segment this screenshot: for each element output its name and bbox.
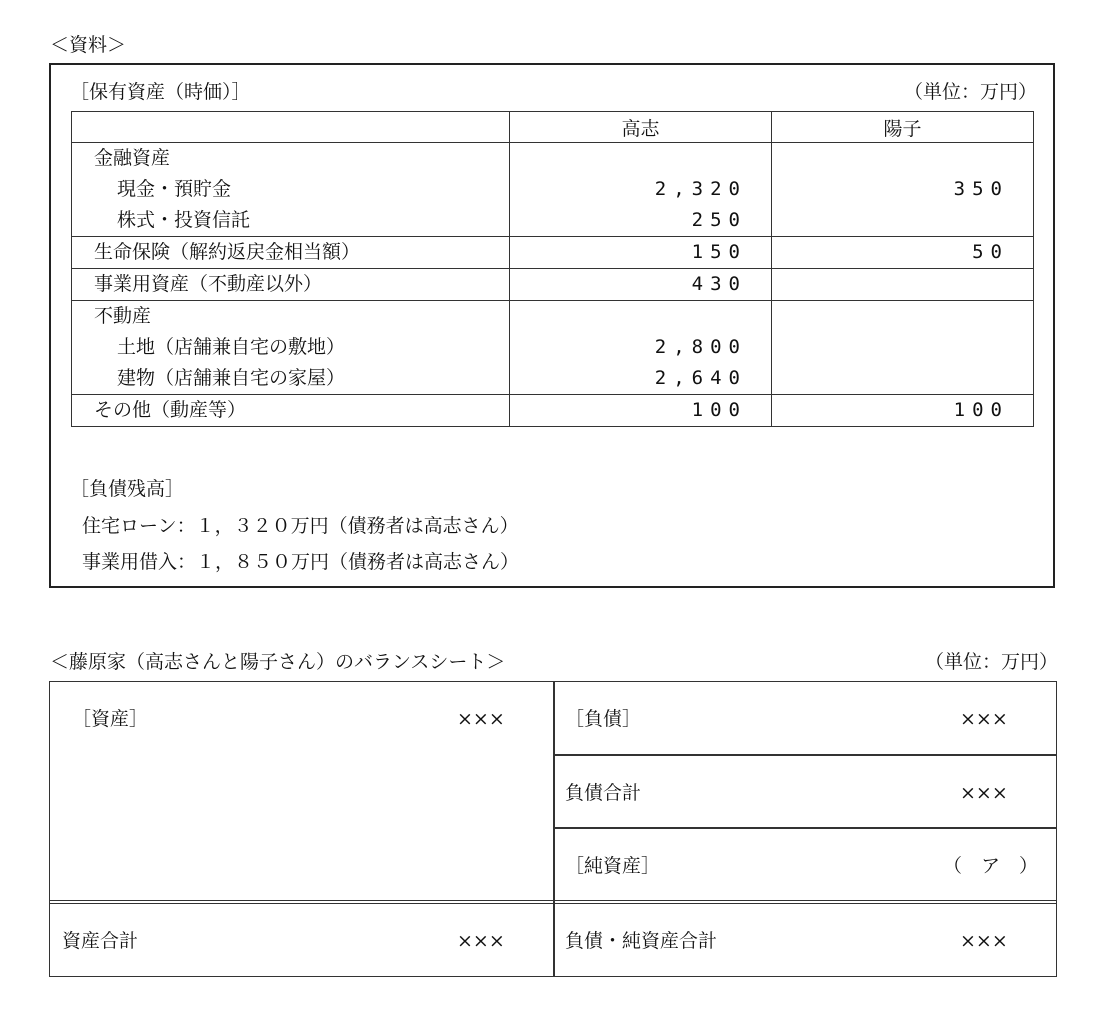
business-assets-yoko-value (772, 269, 1033, 300)
liabilities-total-value: ××× (960, 782, 1008, 804)
balance-sheet-unit: （単位：万円） (925, 651, 1059, 673)
building-takashi-value: 2,640 (654, 367, 747, 389)
table-row-financial (72, 143, 1034, 237)
net-assets-label: ［純資産］ (565, 855, 661, 877)
building-label: 建物（店舗兼自宅の家屋） (117, 367, 346, 389)
life-insurance-yoko-value: 50 (972, 241, 1009, 263)
assets-label: ［資産］ (72, 708, 149, 730)
real-estate-label: 不動産 (94, 305, 152, 327)
liabilities-section-title: ［負債残高］ (70, 478, 185, 500)
cash-takashi-value: 2,320 (654, 178, 747, 200)
total-double-rule (50, 900, 1056, 904)
liabilities-total-label: 負債合計 (565, 782, 642, 804)
table-row-real-estate (72, 301, 1034, 395)
net-assets-value: （ ア ） (943, 855, 1039, 877)
header-takashi: 高志 (510, 112, 772, 143)
stocks-funds-label: 株式・投資信託 (117, 209, 251, 231)
row-divider (553, 827, 1056, 829)
asset-table (71, 111, 1034, 427)
row-divider (553, 754, 1056, 756)
life-insurance-takashi-value: 150 (691, 241, 747, 263)
other-assets-label: その他（動産等） (94, 399, 247, 421)
stocks-takashi-value: 250 (691, 209, 747, 231)
resource-heading: ＜資料＞ (50, 34, 127, 56)
assets-total-label: 資産合計 (62, 930, 139, 952)
balance-sheet-divider (553, 682, 555, 976)
assets-section-title: ［保有資産（時価）］ (70, 81, 251, 103)
balance-sheet-title: ＜藤原家（高志さんと陽子さん）のバランスシート＞ (50, 651, 506, 673)
other-takashi-value: 100 (691, 399, 747, 421)
assets-value: ××× (457, 708, 505, 730)
header-blank (72, 112, 510, 143)
grand-total-label: 負債・純資産合計 (565, 930, 718, 952)
header-yoko: 陽子 (772, 112, 1034, 143)
land-takashi-value: 2,800 (654, 336, 747, 358)
grand-total-value: ××× (960, 930, 1008, 952)
other-yoko-value: 100 (953, 399, 1009, 421)
cash-yoko-value: 350 (953, 178, 1009, 200)
cash-deposits-label: 現金・預貯金 (117, 178, 232, 200)
liabilities-value: ××× (960, 708, 1008, 730)
liabilities-label: ［負債］ (565, 708, 642, 730)
land-label: 土地（店舗兼自宅の敷地） (117, 336, 346, 358)
business-loan-line: 事業用借入：１，８５０万円（債務者は高志さん） (82, 551, 520, 573)
life-insurance-label: 生命保険（解約返戻金相当額） (94, 241, 361, 263)
assets-total-value: ××× (457, 930, 505, 952)
business-assets-label: 事業用資産（不動産以外） (94, 273, 323, 295)
financial-assets-label: 金融資産 (94, 147, 171, 169)
business-assets-takashi-value: 430 (691, 273, 747, 295)
table-row-business-assets (72, 269, 1034, 301)
assets-unit-label: （単位：万円） (904, 81, 1038, 103)
table-row-other (72, 395, 1034, 427)
table-header-row (72, 112, 1034, 143)
balance-sheet (49, 681, 1057, 977)
housing-loan-line: 住宅ローン：１，３２０万円（債務者は高志さん） (82, 515, 519, 537)
table-row-life-insurance (72, 237, 1034, 269)
